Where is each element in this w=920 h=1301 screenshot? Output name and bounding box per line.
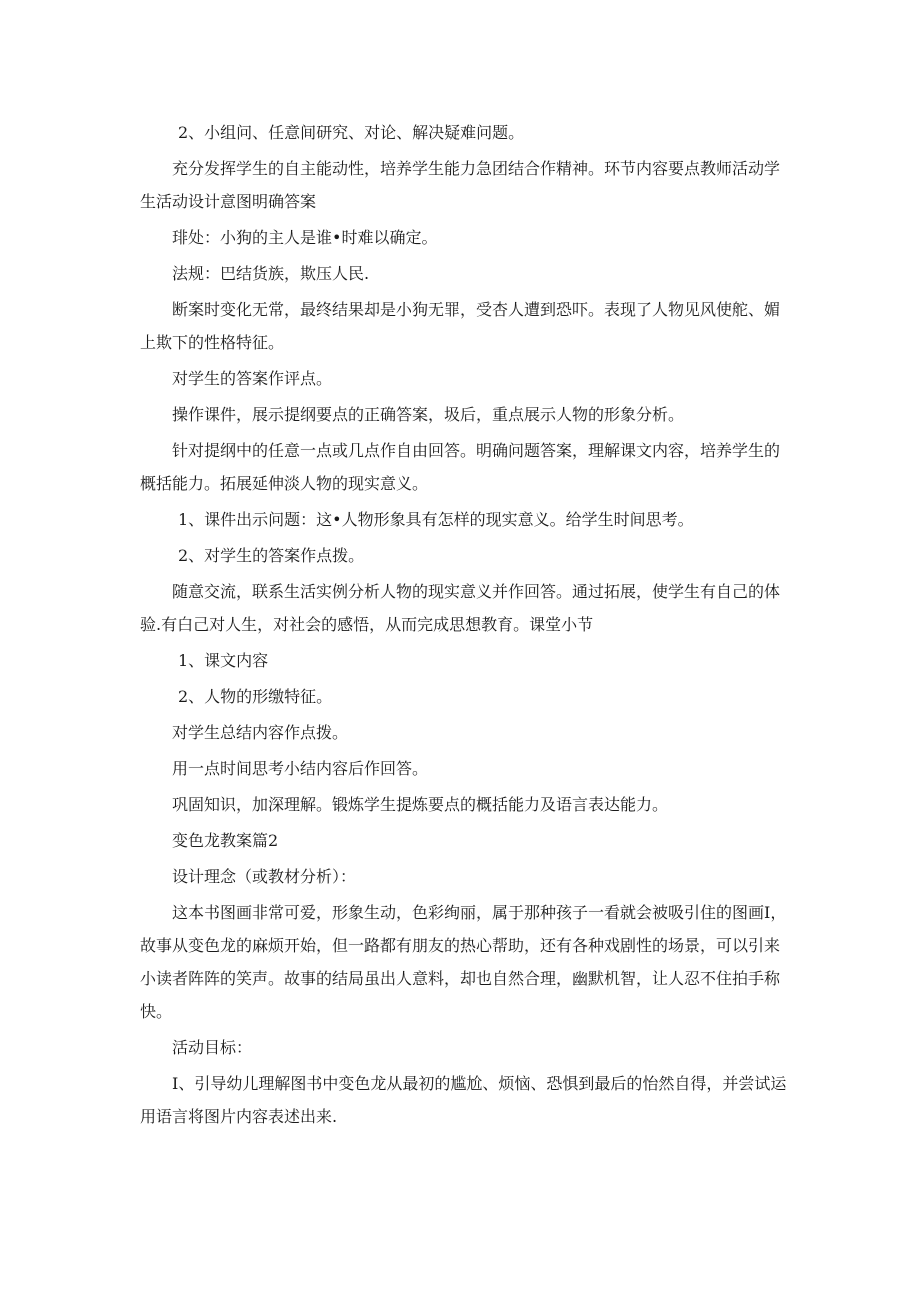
- paragraph: 1、课件出示问题：这•人物形象具有怎样的现实意义。给学生时间思考。: [178, 510, 694, 529]
- paragraph: I、引导幼儿理解图书中变色龙从最初的尴尬、烦恼、恐惧到最后的怡然自得，并尝试运用语言将图片内容表述出来.: [140, 1074, 787, 1126]
- document-body: [140, 116, 790, 1136]
- paragraph: 1、课文内容: [178, 651, 269, 670]
- paragraph: 对学生总结内容作点拨。: [172, 723, 349, 742]
- paragraph: 琲处：小狗的主人是谁•时难以确定。: [172, 228, 438, 247]
- paragraph: 对学生的答案作评点。: [172, 369, 333, 388]
- paragraph: 用一点时间思考小结内容后作回答。: [172, 759, 429, 778]
- paragraph: 2、对学生的答案作点拨。: [178, 546, 365, 565]
- paragraph: 2、人物的形缴特征。: [178, 687, 333, 706]
- paragraph: 断案时变化无常，最终结果却是小狗无罪，受杏人遭到恐吓。表现了人物见风使舵、媚上欺下的性格特征。: [140, 300, 781, 352]
- paragraph: 操作课件，展示提纲要点的正确答案，圾后，重点展示人物的形象分析。: [172, 405, 685, 424]
- paragraph: 针对提纲中的任意一点或几点作自由回答。明确问题答案，理解课文内容，培养学生的概括能力。拓展延伸淡人物的现实意义。: [140, 441, 781, 493]
- paragraph: 巩固知识，加深理解。锻炼学生提炼要点的概括能力及语言表达能力。: [172, 795, 669, 814]
- paragraph: 随意交流，联系生活实例分析人物的现实意义并作回答。通过拓展，使学生有自己的体验.有白己对人生，对社会的感悟，从而完成思想教育。课堂小节: [140, 582, 781, 634]
- paragraph: 法规：巴结货族，欺压人民.: [172, 264, 370, 283]
- paragraph: 这本书图画非常可爱，形象生动，色彩绚丽，属于那种孩子一看就会被吸引住的图画I，故事从变色龙的麻烦开始，但一路都有朋友的热心帮助，还有各种戏剧性的场景，可以引来小读者阵阵的笑声。故事的结局虽出人意料，却也自然合理，幽默机智，让人忍不住拍手称快。: [140, 903, 787, 1021]
- paragraph: 2、小组问、任意间研究、对论、解决疑难问题。: [178, 123, 525, 142]
- paragraph: 充分发挥学生的自主能动性，培养学生能力急团结合作精神。环节内容要点教师活动学生活动设计意图明确答案: [140, 159, 781, 211]
- section-heading: 变色龙教案篇2: [172, 831, 279, 850]
- paragraph: 活动目标：: [172, 1038, 253, 1057]
- paragraph: 设计理念（或教材分析）：: [172, 867, 357, 886]
